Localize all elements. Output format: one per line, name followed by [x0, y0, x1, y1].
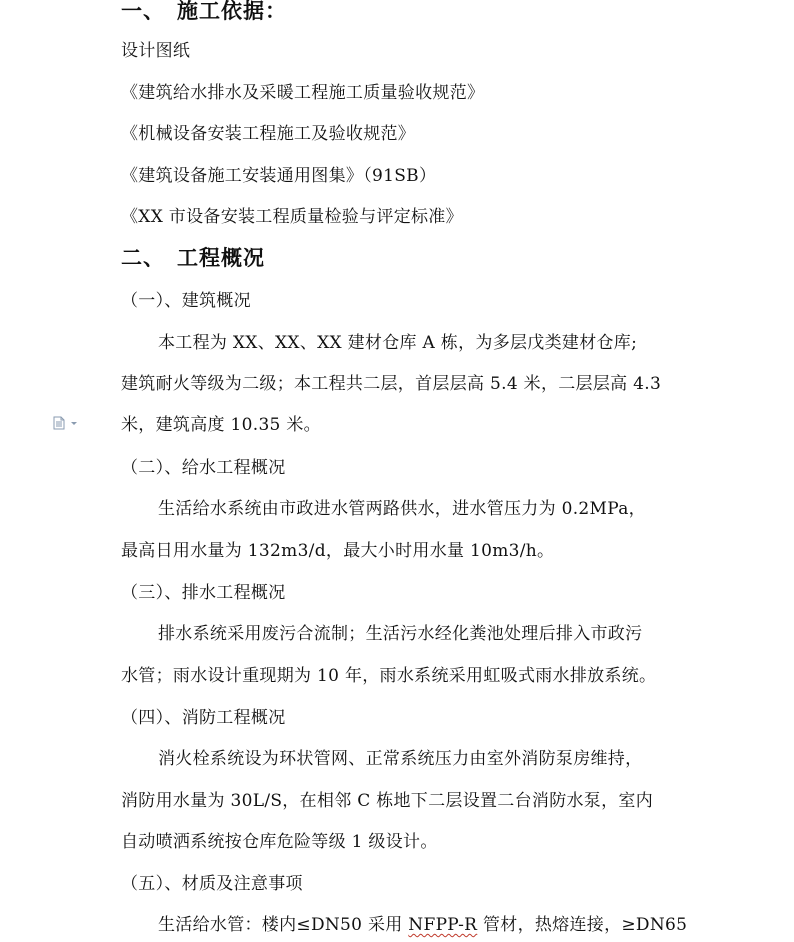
sub2-line: 生活给水系统由市政进水管两路供水，进水管压力为 0.2MPa， — [158, 499, 646, 519]
sub5-heading: （五）、材质及注意事项 — [121, 874, 303, 894]
sub1-heading: （一）、建筑概况 — [121, 291, 251, 311]
sub2-heading: （二）、给水工程概况 — [121, 458, 286, 478]
section1-item: 《XX 市设备安装工程质量检验与评定标准》 — [121, 207, 463, 227]
section1-number: 一、 — [121, 0, 165, 23]
sub3-heading: （三）、排水工程概况 — [121, 583, 286, 603]
section1-item: 《建筑设备施工安装通用图集》（91SB） — [121, 166, 437, 186]
sub5-line-before: 生活给水管：楼内≤DN50 采用 — [158, 915, 409, 935]
section2-title: 工程概况 — [177, 245, 265, 270]
sub3-line: 排水系统采用废污合流制；生活污水经化粪池处理后排入市政污 — [158, 624, 643, 644]
sub5-line-after: 管材，热熔连接，≥DN65 — [477, 915, 688, 935]
sub1-line: 本工程为 XX、XX、XX 建材仓库 A 栋，为多层戊类建材仓库; — [158, 333, 638, 353]
section1-item: 《建筑给水排水及采暖工程施工质量验收规范》 — [121, 83, 485, 103]
sub1-line: 米，建筑高度 10.35 米。 — [121, 415, 321, 435]
sub3-line: 水管；雨水设计重现期为 10 年，雨水系统采用虹吸式雨水排放系统。 — [121, 666, 657, 686]
sub2-line: 最高日用水量为 132m3/d，最大小时用水量 10m3/h。 — [121, 541, 555, 561]
document-paragraph-icon[interactable] — [53, 416, 79, 430]
section2-heading — [121, 247, 265, 269]
sub4-heading: （四）、消防工程概况 — [121, 708, 286, 728]
sub5-line — [158, 914, 687, 936]
sub4-line: 自动喷洒系统按仓库危险等级 1 级设计。 — [121, 832, 438, 852]
section1-item: 设计图纸 — [121, 41, 191, 61]
spellcheck-flagged-word[interactable]: NFPP-R — [408, 915, 478, 935]
section1-item: 《机械设备安装工程施工及验收规范》 — [121, 124, 416, 144]
section1-title: 施工依据： — [177, 0, 287, 23]
sub4-line: 消防用水量为 30L/S，在相邻 C 栋地下二层设置二台消防水泵，室内 — [121, 791, 654, 811]
sub4-line: 消火栓系统设为环状管网、正常系统压力由室外消防泵房维持， — [158, 749, 643, 769]
section1-heading — [121, 0, 287, 22]
section2-number: 二、 — [121, 245, 165, 270]
sub1-line: 建筑耐火等级为二级；本工程共二层，首层层高 5.4 米，二层层高 4.3 — [121, 374, 662, 394]
